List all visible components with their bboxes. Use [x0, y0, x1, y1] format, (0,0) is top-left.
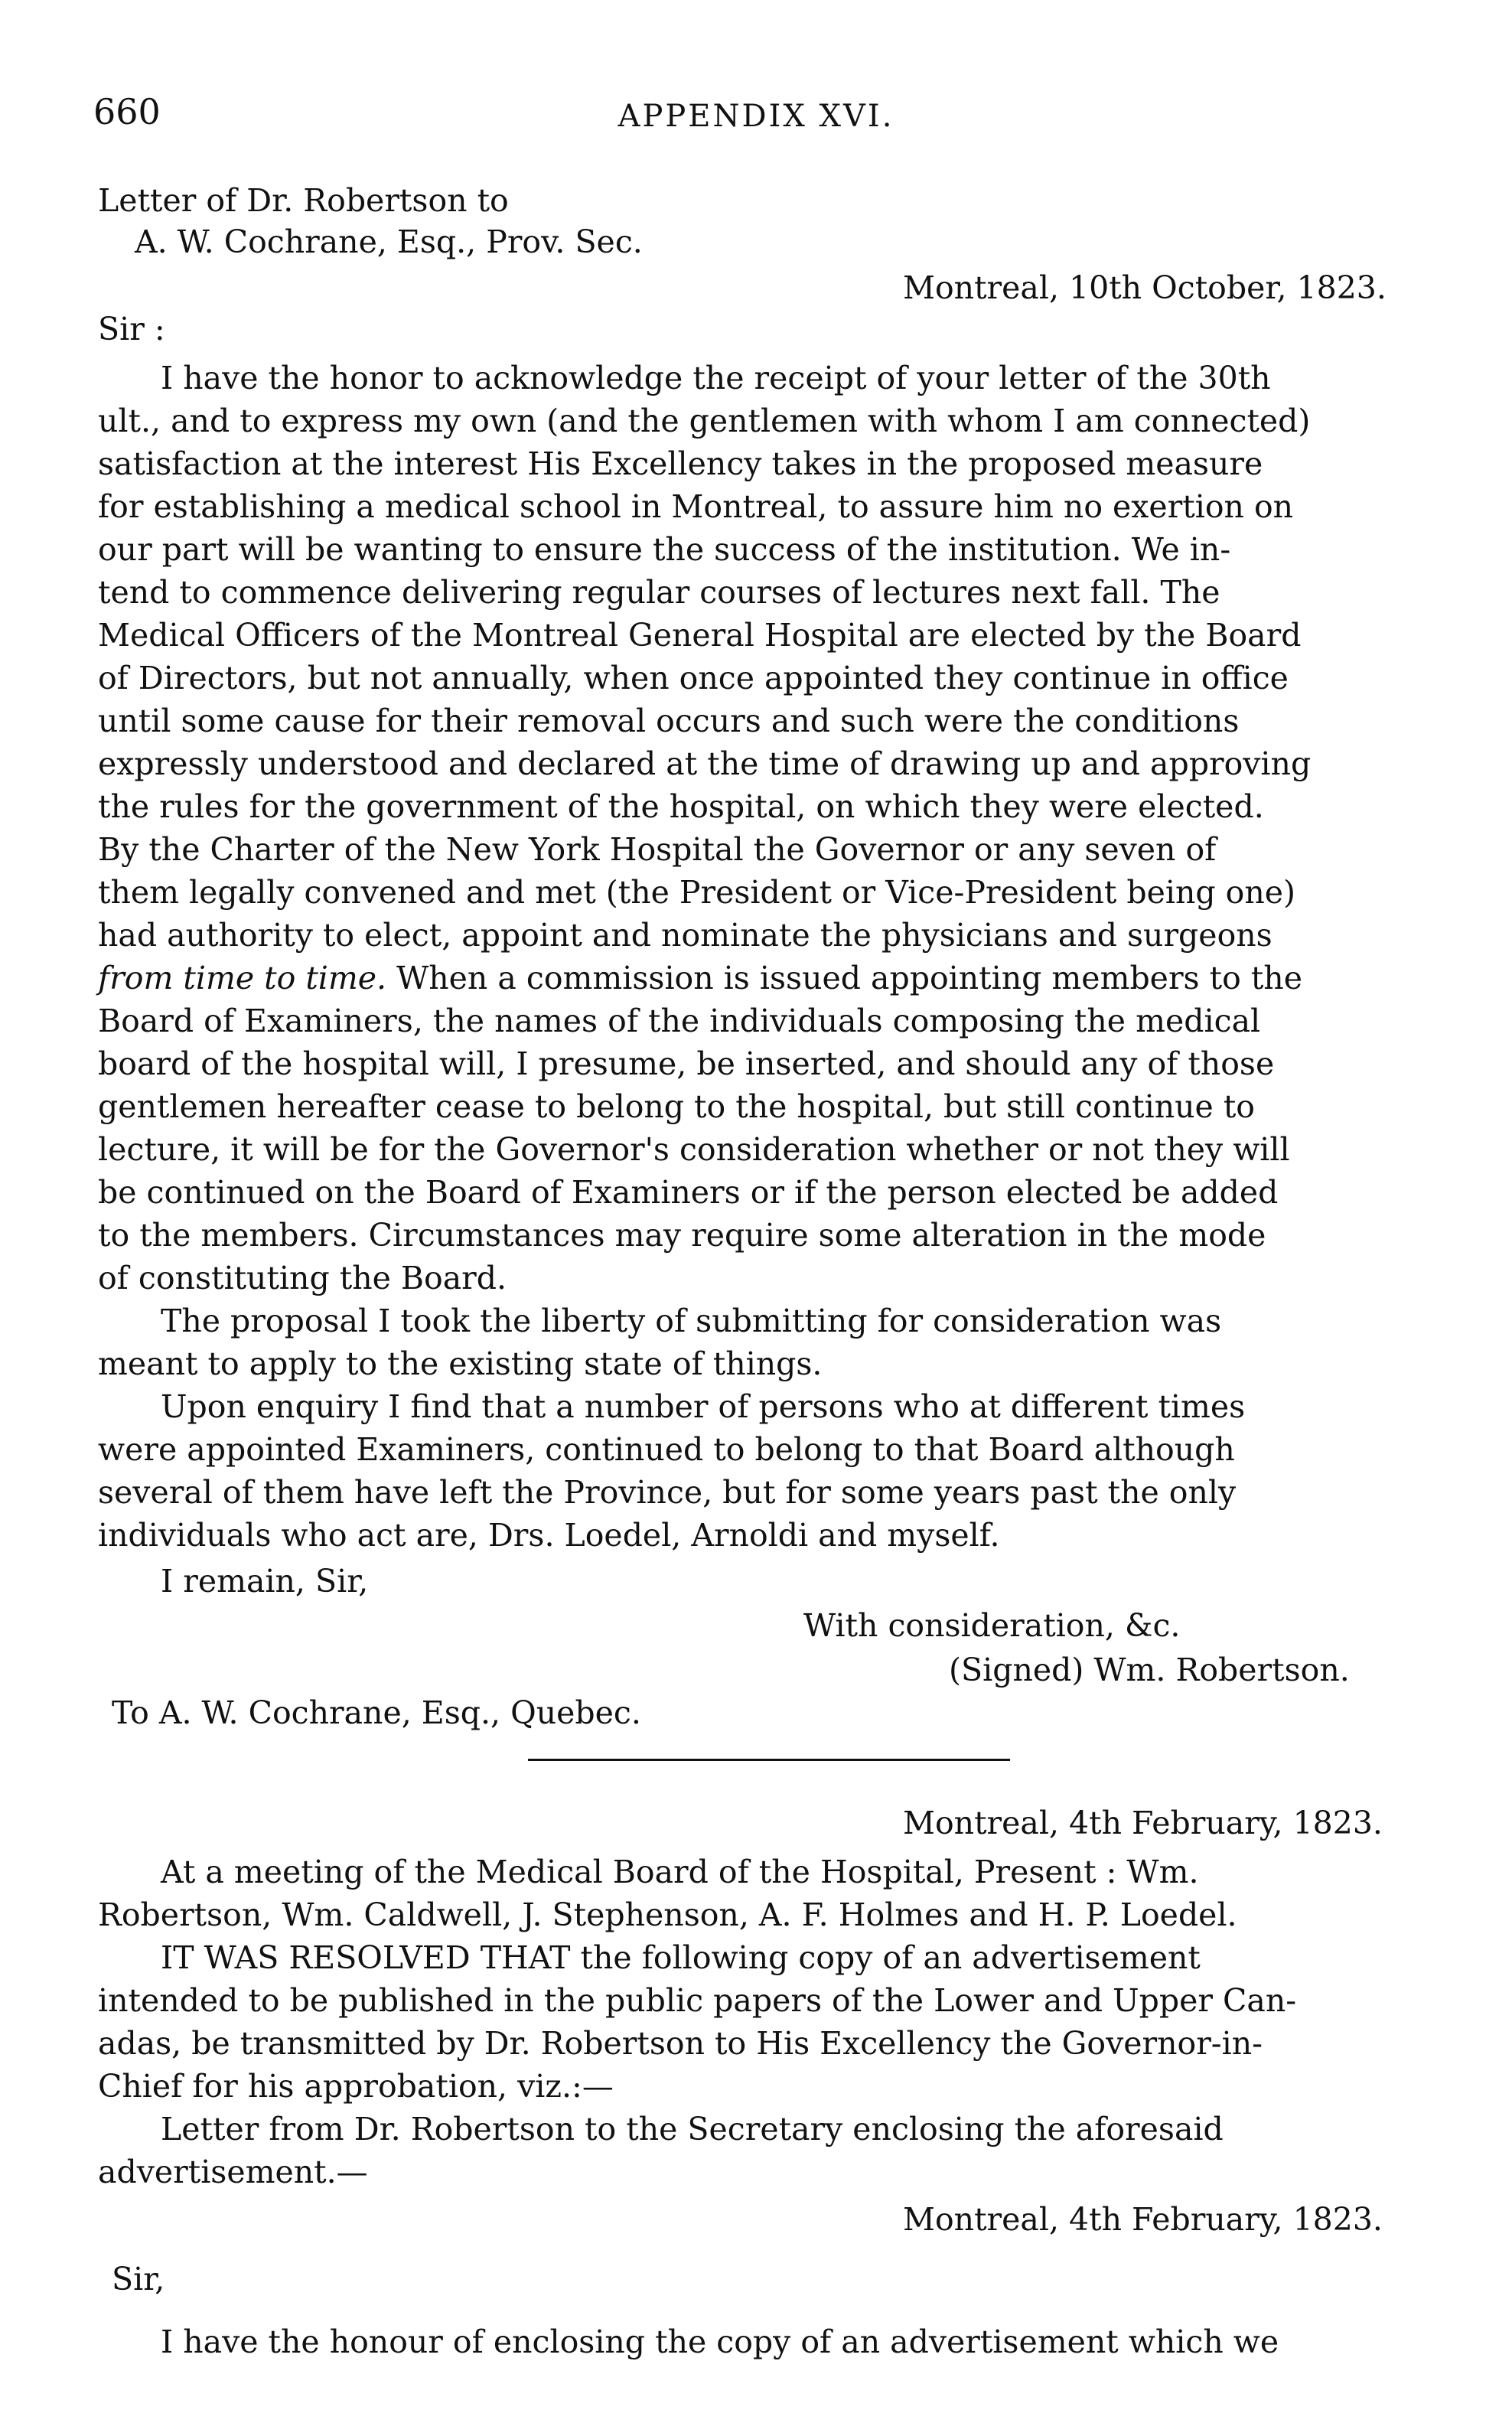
body-line: to the members. Circumstances may require some alteration in the mode — [98, 1217, 1266, 1254]
body-line: meant to apply to the existing state of things. — [98, 1345, 823, 1382]
letter-closing-courtesy: With consideration, &c. — [803, 1607, 1181, 1644]
letter-addressee: To A. W. Cochrane, Esq., Quebec. — [112, 1694, 641, 1731]
body-line: individuals who act are, Drs. Loedel, Arnoldi and myself. — [98, 1517, 1000, 1554]
body-line: of constituting the Board. — [98, 1260, 507, 1296]
body-line: for establishing a medical school in Montreal, to assure him no exertion on — [98, 488, 1294, 525]
body-line: them legally convened and met (the President or Vice-President being one) — [98, 874, 1296, 911]
body-line: expressly understood and declared at the time of drawing up and approving — [98, 745, 1312, 782]
minutes-line: adas, be transmitted by Dr. Robertson to His Excellency the Governor-in- — [98, 2025, 1263, 2062]
body-line: Upon enquiry I find that a number of persons who at different times — [161, 1388, 1246, 1425]
letter-heading-line1: Letter of Dr. Robertson to — [98, 182, 509, 219]
body-line: tend to commence delivering regular courses of lectures next fall. The — [98, 574, 1220, 611]
minutes-line: At a meeting of the Medical Board of the Hospital, Present : Wm. — [161, 1854, 1199, 1890]
body-line: gentlemen hereafter cease to belong to the hospital, but still continue to — [98, 1088, 1255, 1125]
section-divider — [528, 1759, 1010, 1761]
body-line: the rules for the government of the hospital, on which they were elected. — [98, 788, 1264, 825]
body-line: The proposal I took the liberty of submitting for consideration was — [161, 1303, 1222, 1339]
page-title: APPENDIX XVI. — [618, 99, 894, 134]
body-line: be continued on the Board of Examiners or if the person elected be added — [98, 1174, 1279, 1211]
minutes-line: advertisement.— — [98, 2154, 368, 2190]
minutes-last-line: I have the honour of enclosing the copy of an advertisement which we — [161, 2324, 1279, 2360]
minutes-line: Letter from Dr. Robertson to the Secretary enclosing the aforesaid — [161, 2111, 1224, 2147]
minutes-dateline: Montreal, 4th February, 1823. — [903, 1805, 1383, 1841]
body-line: satisfaction at the interest His Excellency takes in the proposed measure — [98, 445, 1263, 482]
body-line: had authority to elect, appoint and nominate the physicians and surgeons — [98, 917, 1272, 954]
body-line: were appointed Examiners, continued to belong to that Board although — [98, 1431, 1235, 1468]
body-line: of Directors, but not annually, when once appointed they continue in office — [98, 660, 1289, 696]
body-line: board of the hospital will, I presume, be inserted, and should any of those — [98, 1045, 1275, 1082]
body-line: I have the honor to acknowledge the receipt of your letter of the 30th — [161, 360, 1271, 396]
letter-dateline: Montreal, 10th October, 1823. — [903, 269, 1387, 306]
minutes-line: intended to be published in the public papers of the Lower and Upper Can- — [98, 1982, 1297, 2019]
minutes-line: Chief for his approbation, viz.:— — [98, 2068, 614, 2105]
body-line: By the Charter of the New York Hospital the Governor or any seven of — [98, 831, 1217, 868]
body-line: Medical Officers of the Montreal General Hospital are elected by the Board — [98, 617, 1302, 654]
body-line-continued: When a commission is issued appointing members to the — [386, 960, 1302, 996]
body-line: until some cause for their removal occurs and such were the conditions — [98, 703, 1240, 739]
italic-phrase: from time to time. — [98, 960, 387, 996]
letter-closing: I remain, Sir, — [161, 1563, 369, 1600]
body-line: ult., and to express my own (and the gentlemen with whom I am connected) — [98, 403, 1311, 439]
minutes-line: IT WAS RESOLVED THAT the following copy of an advertisement — [161, 1939, 1201, 1976]
body-line — [98, 960, 1302, 996]
page-number: 660 — [93, 91, 161, 132]
body-line: Board of Examiners, the names of the individuals composing the medical — [98, 1003, 1261, 1039]
body-line: several of them have left the Province, but for some years past the only — [98, 1474, 1237, 1511]
letter-salutation: Sir : — [98, 311, 165, 347]
letter-heading-line2: A. W. Cochrane, Esq., Prov. Sec. — [135, 223, 643, 260]
letter-signature: (Signed) Wm. Robertson. — [949, 1652, 1350, 1688]
body-line: lecture, it will be for the Governor's consideration whether or not they will — [98, 1131, 1290, 1168]
body-line: our part will be wanting to ensure the success of the institution. We in- — [98, 531, 1231, 568]
minutes-line: Robertson, Wm. Caldwell, J. Stephenson, A. F. Holmes and H. P. Loedel. — [98, 1896, 1237, 1933]
minutes-dateline-2: Montreal, 4th February, 1823. — [903, 2201, 1383, 2238]
minutes-salutation: Sir, — [112, 2261, 165, 2297]
